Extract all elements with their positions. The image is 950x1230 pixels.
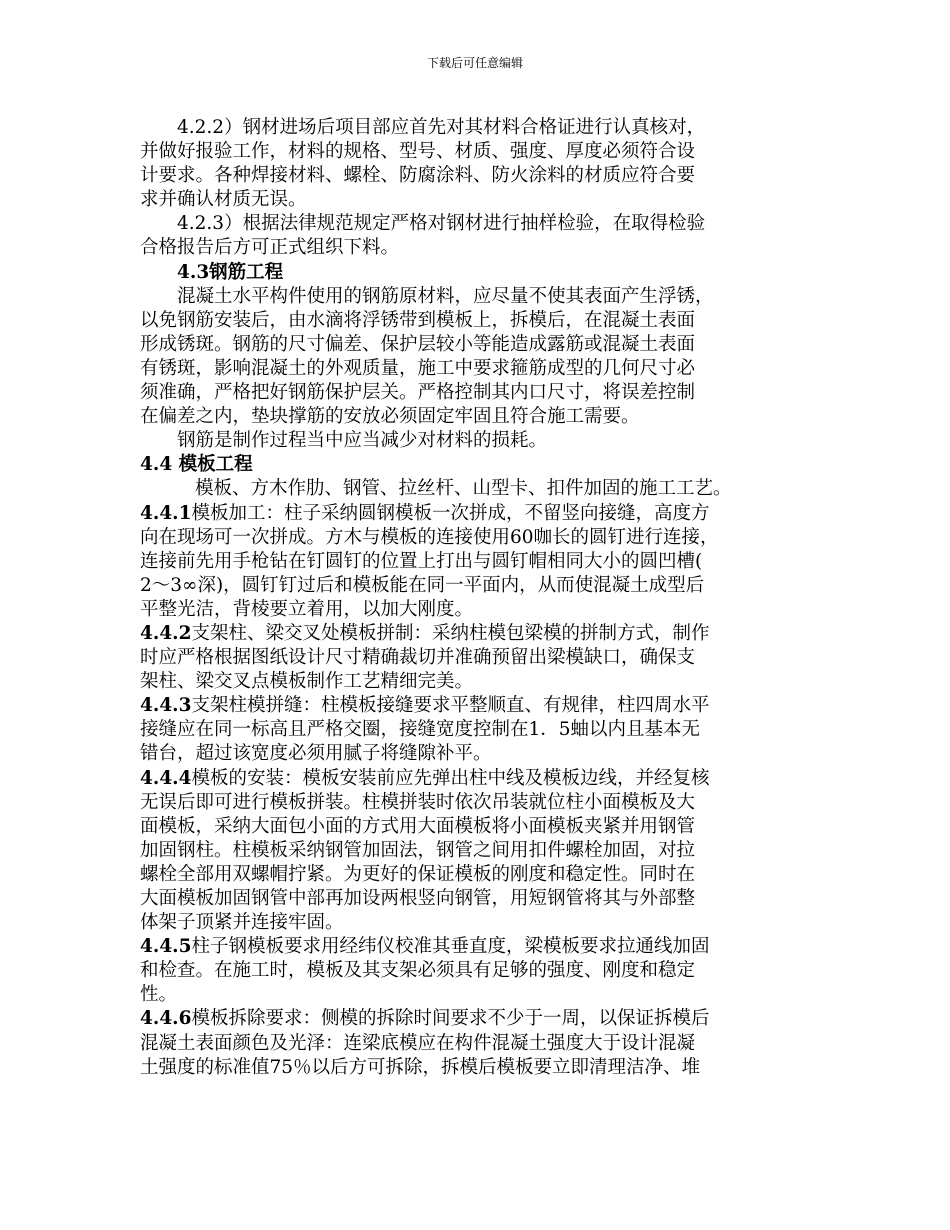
paragraph-line: 大面模板加固钢管中部再加设两根竖向钢管，用短钢管将其与外部整 bbox=[140, 888, 696, 909]
paragraph-line: 计要求。各种焊接材料、螺栓、防腐涂料、防火涂料的材质应符合要 bbox=[140, 165, 696, 187]
paragraph-line: 无误后即可进行模板拼装。柱模拼装时依次吊装就位柱小面模板及大 bbox=[140, 791, 696, 813]
paragraph-line: 接缝应在同一标高且严格交圈，接缝宽度控制在1．5蚰以内且基本无 bbox=[140, 719, 701, 741]
clause-number: 4.4.1 bbox=[140, 502, 192, 524]
paragraph-line: 2～3∞深)，圆钉钉过后和模板能在同一平面内，从而使混凝土成型后 bbox=[140, 574, 705, 596]
paragraph-line: 土强度的标准值75％以后方可拆除，拆模后模板要立即清理洁净、堆 bbox=[140, 1056, 701, 1078]
paragraph-line bbox=[140, 502, 830, 526]
paragraph-line: 螺栓全部用双螺帽拧紧。为更好的保证模板的刚度和稳定性。同时在 bbox=[140, 863, 696, 885]
paragraph-line: 连接前先用手枪钻在钉圆钉的位置上打出与圆钉帽相同大小的圆凹槽( bbox=[140, 550, 703, 572]
paragraph-line: 须准确，严格把好钢筋保护层关。严格控制其内口尺寸，将误差控制 bbox=[140, 382, 696, 404]
paragraph-line bbox=[140, 1007, 830, 1031]
paragraph-line: 钢筋是制作过程当中应当减少对材料的损耗。 bbox=[177, 430, 548, 452]
clause-number: 4.4.3 bbox=[140, 695, 192, 717]
paragraph-line bbox=[140, 694, 830, 718]
clause-text: 支架柱、梁交叉处模板拼制：采纳柱模包梁模的拼制方式，制作 bbox=[191, 622, 710, 644]
paragraph-line: 混凝土水平构件使用的钢筋原材料，应尽量不使其表面产生浮锈， bbox=[177, 285, 714, 307]
paragraph-line: 加固钢柱。柱模板采纳钢管加固法，钢管之间用扣件螺栓加固，对拉 bbox=[140, 839, 696, 861]
paragraph-line: 向在现场可一次拼成。方木与模板的连接使用60咖长的圆钉进行连接， bbox=[140, 526, 719, 548]
paragraph-line: 体架子顶紧并连接牢固。 bbox=[140, 912, 344, 934]
paragraph-line: 性。 bbox=[140, 984, 178, 1006]
paragraph-line: 混凝土表面颜色及光泽：连梁底模应在构件混凝土强度大于设计混凝 bbox=[140, 1032, 696, 1054]
clause-number: 4.4.4 bbox=[140, 767, 192, 789]
clause-text: 柱子钢模板要求用经纬仪校准其垂直度，梁模板要求拉通线加固 bbox=[191, 936, 710, 958]
paragraph-line: 以免钢筋安装后，由水滴将浮锈带到模板上，拆模后，在混凝土表面 bbox=[140, 309, 696, 331]
paragraph-line: 面模板，采纳大面包小面的方式用大面模板将小面模板夹紧并用钢管 bbox=[140, 815, 696, 837]
clause-text: 模板拆除要求：侧模的拆除时间要求不少于一周，以保证拆模后 bbox=[191, 1008, 710, 1030]
paragraph-line: 4.2.2）钢材进场后项目部应首先对其材料合格证进行认真核对， bbox=[177, 117, 706, 138]
paragraph-line bbox=[140, 935, 830, 959]
clause-number: 4.4.5 bbox=[140, 936, 192, 958]
paragraph-line: 合格报告后方可正式组织下料。 bbox=[140, 237, 400, 259]
section-heading: 4.4 模板工程 bbox=[140, 454, 253, 476]
page-header: 下载后可任意编辑 bbox=[426, 56, 523, 70]
paragraph-line: 架柱、梁交叉点模板制作工艺精细完美。 bbox=[140, 671, 474, 693]
paragraph-line bbox=[140, 767, 830, 791]
clause-number: 4.4.2 bbox=[140, 622, 192, 644]
clause-text: 支架柱模拼缝：柱模板接缝要求平整顺直、有规律，柱四周水平 bbox=[191, 695, 710, 717]
section-heading: 4.3钢筋工程 bbox=[177, 261, 284, 283]
paragraph-line: 错台，超过该宽度必须用腻子将缝隙补平。 bbox=[140, 743, 492, 765]
paragraph-line: 并做好报验工作，材料的规格、型号、材质、强度、厚度必须符合设 bbox=[140, 141, 696, 163]
paragraph-line: 4.2.3）根据法律规范规定严格对钢材进行抽样检验，在取得检验 bbox=[177, 213, 706, 235]
document-body bbox=[140, 116, 830, 1080]
clause-number: 4.4.6 bbox=[140, 1008, 192, 1030]
paragraph-line bbox=[140, 622, 830, 646]
paragraph-line: 形成锈斑。钢筋的尺寸偏差、保护层较小等能造成露筋或混凝土表面 bbox=[140, 333, 696, 355]
paragraph-line: 有锈斑，影响混凝土的外观质量，施工中要求箍筋成型的几何尺寸必 bbox=[140, 357, 696, 379]
clause-text: 模板加工：柱子采纳圆钢模板一次拼成，不留竖向接缝，高度方 bbox=[191, 502, 710, 524]
paragraph-line: 求并确认材质无误。 bbox=[140, 189, 307, 211]
paragraph-line: 模板、方木作肋、钢管、拉丝杆、山型卡、扣件加固的施工工艺。 bbox=[195, 478, 732, 500]
paragraph-line: 在偏差之内，垫块撑筋的安放必须固定牢固且符合施工需要。 bbox=[140, 406, 640, 428]
paragraph-line: 平整光洁，背棱要立着用，以加大刚度。 bbox=[140, 598, 474, 620]
paragraph-line: 和检查。在施工时，模板及其支架必须具有足够的强度、刚度和稳定 bbox=[140, 960, 696, 982]
paragraph-line: 时应严格根据图纸设计尺寸精确裁切并准确预留出梁模缺口，确保支 bbox=[140, 647, 696, 669]
clause-text: 模板的安装：模板安装前应先弹出柱中线及模板边线，并经复核 bbox=[191, 767, 710, 789]
